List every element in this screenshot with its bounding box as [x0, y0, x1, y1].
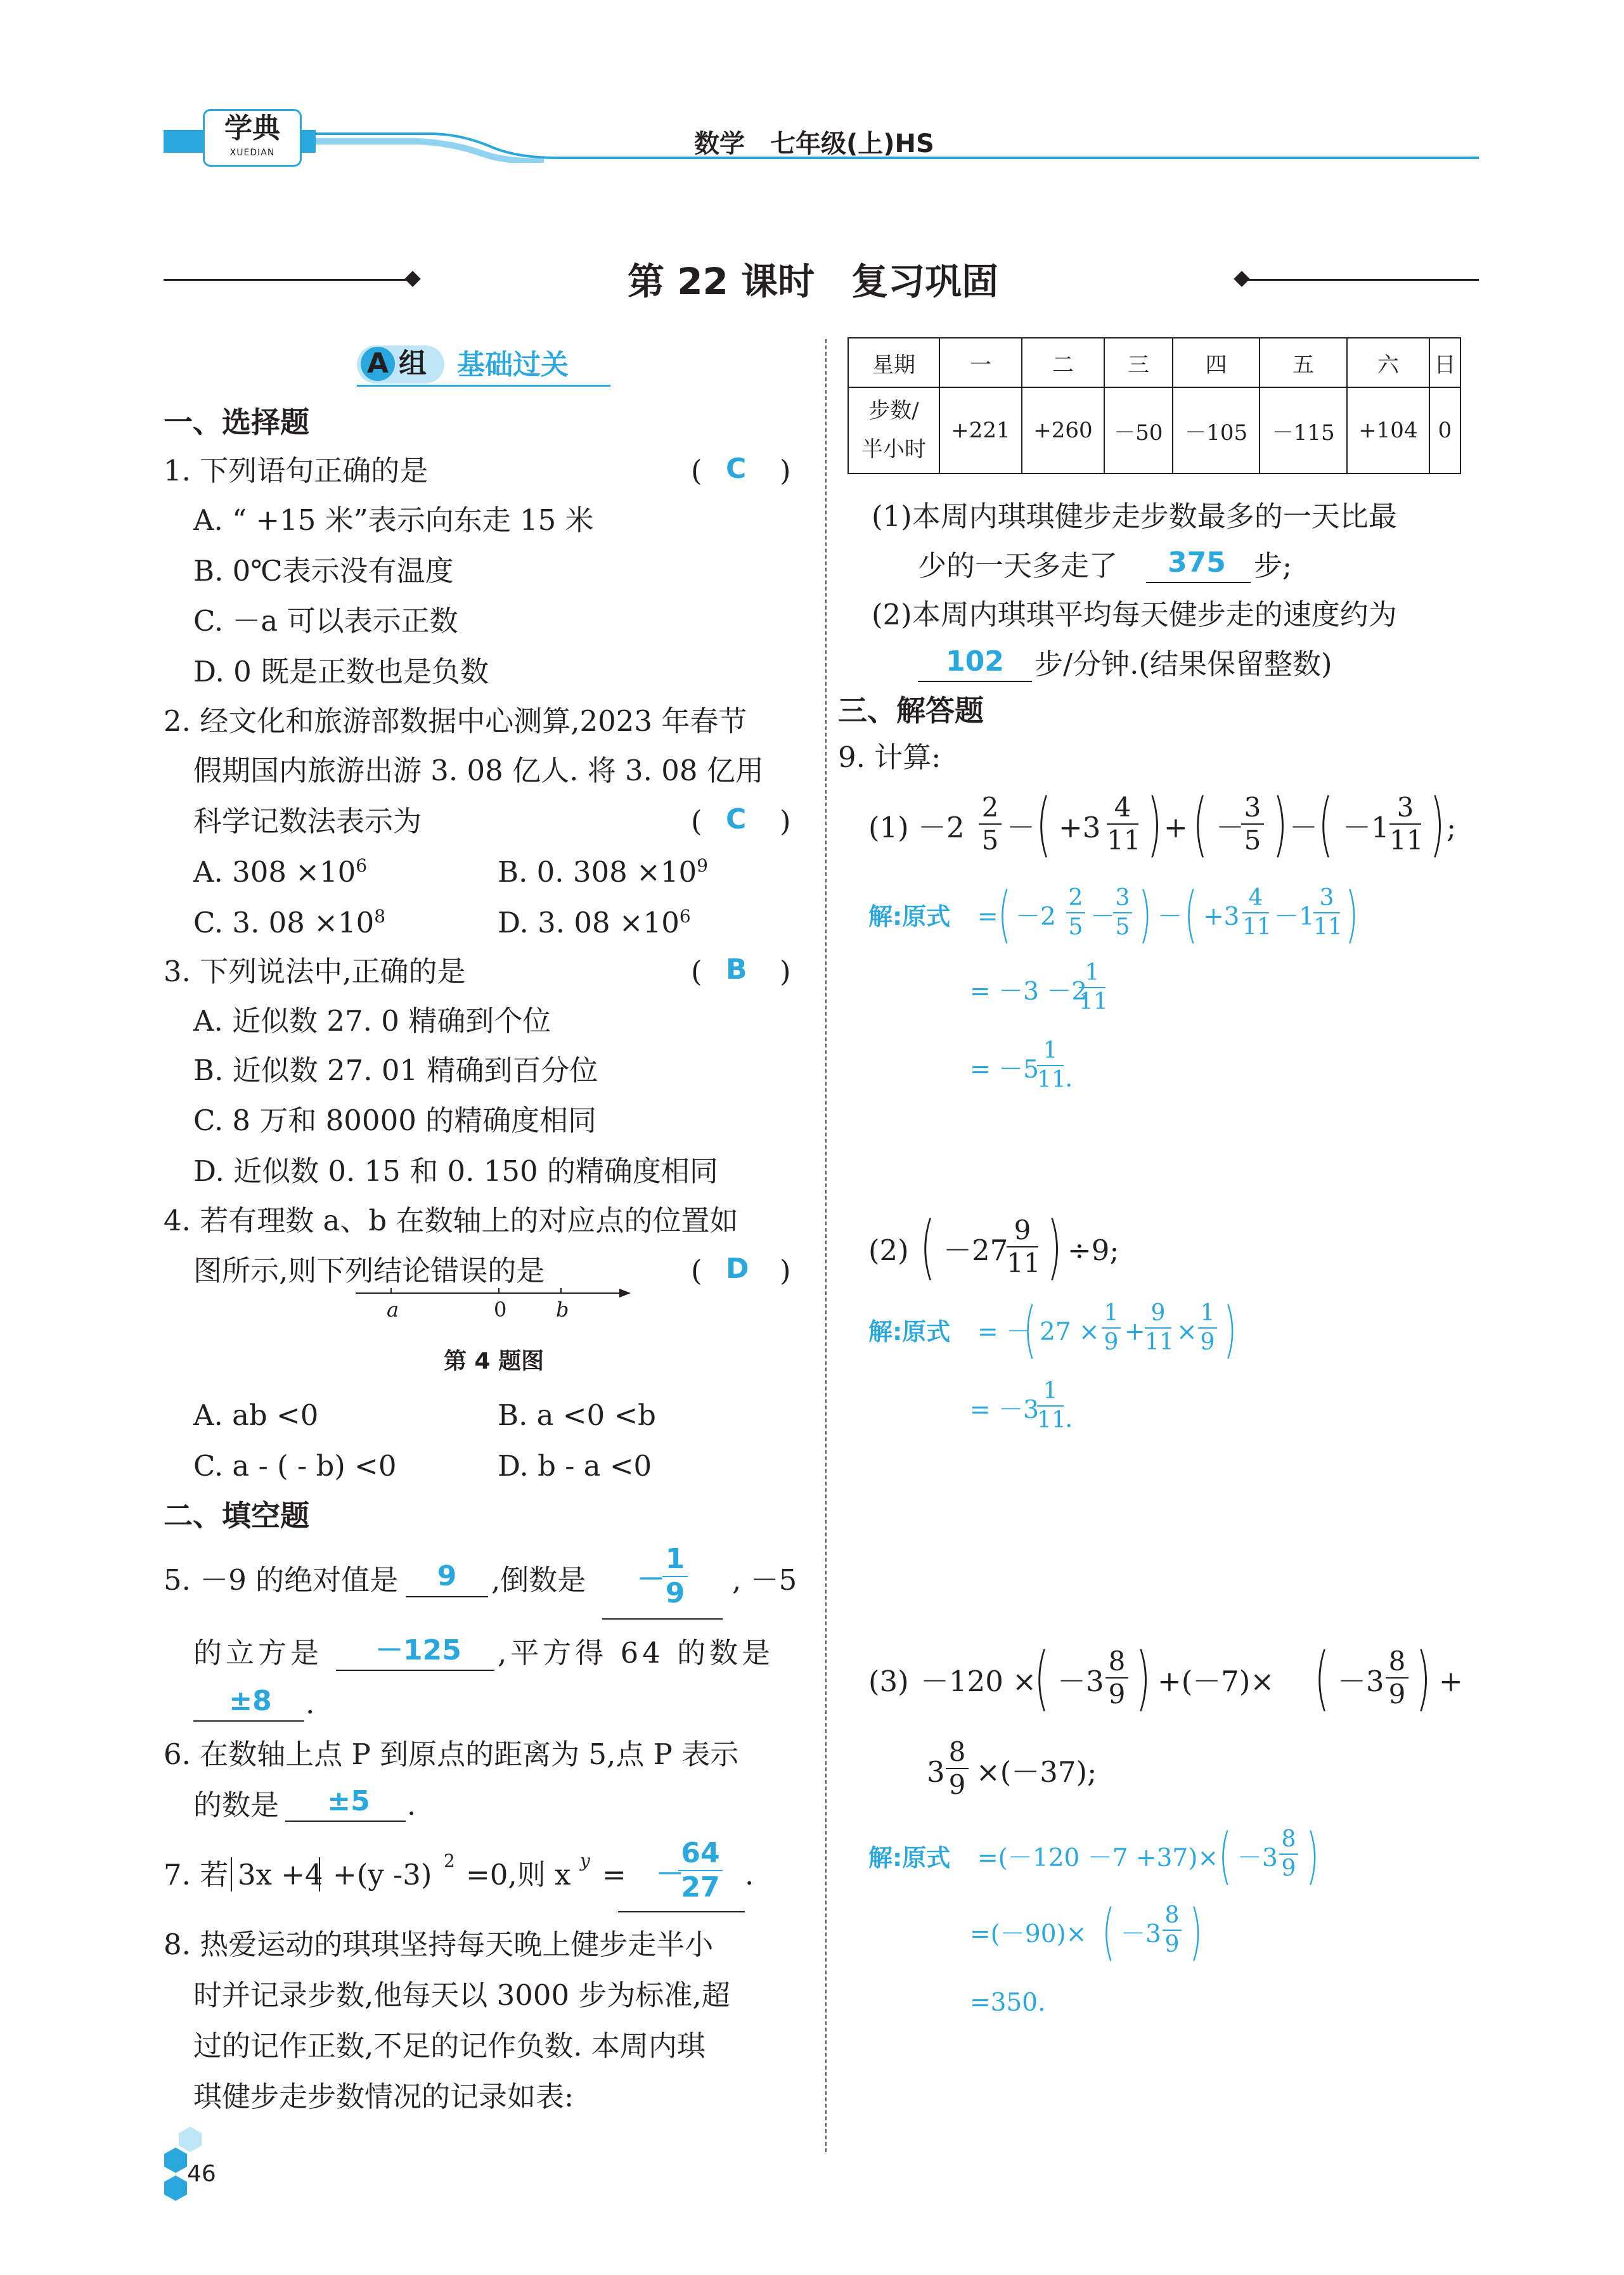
- q9p1-s1-a: －2: [1015, 903, 1056, 931]
- steps-table-row-label-1: 步数/: [868, 397, 919, 423]
- number-line-label-b: b: [556, 1298, 569, 1322]
- q9p3-f1-den: 9: [1108, 1679, 1126, 1710]
- q9-part2-solution-1: [868, 1294, 1312, 1365]
- q9p3-t2: －3: [1057, 1665, 1104, 1698]
- q2-option-b-exp: 9: [697, 855, 708, 876]
- q9p1-s1-f4-den: 11: [1313, 914, 1343, 940]
- q8-sub1-line-2b: 步;: [1254, 549, 1292, 583]
- q9p1-s3-f-den: 11: [1037, 1067, 1066, 1093]
- q8-sub2-blank: [918, 681, 1032, 682]
- q9p3-t1: －120 ×: [920, 1665, 1036, 1698]
- q8-sub1-line-1: (1)本周内琪琪健步走步数最多的一天比最: [872, 499, 1397, 533]
- q9p1-s3-end: .: [1065, 1064, 1073, 1093]
- q5-answer-abs: 9: [437, 1560, 457, 1592]
- q9-part3-solution-1: [868, 1821, 1376, 1892]
- q9p1-f4: [1389, 792, 1424, 856]
- q9p1-s1-f3-bar: [1242, 912, 1269, 913]
- q7-exp2: 2: [444, 1850, 455, 1871]
- q3-option-d: D. 近似数 0. 15 和 0. 150 的精确度相同: [193, 1154, 718, 1188]
- q9p1-s1-f1-num: 2: [1068, 885, 1083, 911]
- q2-paren-right: ): [780, 804, 791, 838]
- q9p2-s1-f3-num: 1: [1200, 1300, 1215, 1326]
- q9-part1-solution-1: [868, 879, 1439, 950]
- q2-option-c-exp: 8: [374, 906, 386, 927]
- q7-abs-bar-right: [319, 1857, 320, 1892]
- q2-line-2: 假期国内旅游出游 3. 08 亿人. 将 3. 08 亿用: [193, 754, 764, 787]
- q5-text-1: 5. －9 的绝对值是: [164, 1563, 399, 1597]
- q9p3-l2-f-num: 8: [948, 1736, 966, 1767]
- q9p2-f1-den: 11: [1007, 1247, 1041, 1279]
- steps-table-header-cell: 日: [1429, 338, 1460, 387]
- q9p3-l2-f: [946, 1736, 969, 1800]
- steps-table-value: －50: [1104, 387, 1173, 474]
- q9p1-t3: －: [1216, 811, 1245, 844]
- q9p1-s2-f-den: 11: [1079, 989, 1108, 1015]
- q9p1-s3: = －5: [970, 1055, 1039, 1084]
- q9p3-f1-num: 8: [1108, 1646, 1126, 1677]
- q7-pre: 7. 若: [164, 1858, 229, 1892]
- q9p1-s1-f1-den: 5: [1068, 914, 1083, 940]
- q9-part1-solution-2: [970, 960, 1160, 1017]
- q7-end: .: [745, 1858, 754, 1892]
- steps-table-data-row: [848, 387, 1460, 474]
- q9-part3-expression-line-1: [868, 1637, 1471, 1718]
- q3-paren-right: ): [780, 955, 791, 988]
- section-heading-choice: 一、选择题: [164, 405, 309, 439]
- q9p3-s2-f-bar: [1163, 1930, 1182, 1931]
- steps-table-header-cell: 五: [1260, 338, 1346, 387]
- q4-option-d: D. b - a <0: [498, 1449, 652, 1483]
- q9p3-s1-f-bar: [1279, 1853, 1298, 1855]
- q9p2-s1-f1-num: 1: [1104, 1300, 1119, 1326]
- q9p1-f2-num: 4: [1114, 792, 1131, 823]
- q9p3-s1-f-den: 9: [1281, 1855, 1296, 1881]
- header-subject: 数学 七年级(上)HS: [694, 129, 934, 158]
- q5-answer-sqrt: ±8: [229, 1685, 272, 1717]
- steps-table-header-cell: 六: [1347, 338, 1429, 387]
- q9p3-s2-f: [1163, 1904, 1182, 1956]
- page-title: 第 22 课时 复习巩固: [628, 260, 999, 303]
- steps-table-value: －105: [1173, 387, 1260, 474]
- q5-answer-reciprocal-den: 9: [665, 1577, 685, 1609]
- q9p1-s1-f2-den: 5: [1115, 914, 1130, 940]
- q1-answer: C: [726, 453, 747, 485]
- steps-table-value: +221: [939, 387, 1022, 474]
- q6-answer: ±5: [327, 1785, 370, 1817]
- q9p1-s1-paren: (: [1184, 879, 1198, 950]
- title-rule-left: [164, 279, 417, 281]
- q3-stem: 3. 下列说法中,正确的是: [164, 955, 466, 988]
- q4-option-c: C. a - ( - b) <0: [193, 1449, 397, 1483]
- q9p2-s2-f-bar: [1037, 1405, 1064, 1407]
- steps-table: [847, 337, 1461, 474]
- q6-blank: [285, 1821, 406, 1822]
- q9-part3-solution-2: [970, 1897, 1287, 1968]
- q9p3-paren: (: [1314, 1637, 1330, 1718]
- q5-text-2: ,倒数是: [491, 1563, 586, 1597]
- steps-table-value: －115: [1260, 387, 1346, 474]
- q9p2-s1-f1: [1102, 1302, 1121, 1354]
- q9p2-f1-num: 9: [1014, 1215, 1031, 1246]
- steps-table-value: +104: [1347, 387, 1429, 474]
- q2-option-a-text: A. 308 ×10: [193, 855, 356, 889]
- q7-exp-y: y: [580, 1850, 590, 1871]
- q9p1-s1-paren: (: [998, 879, 1012, 950]
- q9p1-s1-m: －: [1090, 903, 1116, 931]
- q9-part2-solution-2: [970, 1379, 1160, 1436]
- q1-option-d: D. 0 既是正数也是负数: [193, 655, 489, 688]
- q3-answer: B: [726, 953, 747, 986]
- group-badge-label: 组: [399, 347, 427, 380]
- q9p1-s1-c: －1: [1274, 903, 1315, 931]
- q9-part2-expression: [868, 1206, 1249, 1287]
- q9p2-f1: [1007, 1215, 1041, 1279]
- q2-option-d-exp: 6: [679, 906, 691, 927]
- q9p1-paren: ): [1429, 783, 1445, 865]
- q2-line-3: 科学记数法表示为: [193, 804, 422, 838]
- q9p1-f4-num: 3: [1396, 792, 1414, 823]
- q9p1-s1-op: －: [1157, 903, 1183, 931]
- q9p1-s1-f2-bar: [1113, 912, 1132, 913]
- q8-sub1-blank: [1146, 582, 1251, 583]
- q9p3-f1: [1105, 1648, 1128, 1708]
- q9p2-s1-f2-den: 11: [1145, 1329, 1174, 1355]
- q9p1-s1-eq: =: [977, 903, 998, 931]
- q9p3-f2-den: 9: [1388, 1679, 1406, 1710]
- q5-text-3: , －5: [732, 1563, 797, 1597]
- q2-option-d: [498, 908, 691, 937]
- number-line-label-zero: 0: [494, 1298, 507, 1322]
- q4-line-1: 4. 若有理数 a、b 在数轴上的对应点的位置如: [164, 1204, 738, 1237]
- q8-line-3: 过的记作正数,不足的记作负数. 本周内琪: [193, 2029, 706, 2063]
- steps-table-header-row: [848, 338, 1460, 387]
- logo: [203, 109, 302, 167]
- q9p1-f3: [1241, 794, 1264, 854]
- column-divider: [825, 339, 827, 2152]
- q9p1-s2-f-bar: [1079, 987, 1105, 988]
- q5-text-5: ,平方得 64 的数是: [498, 1636, 775, 1670]
- q2-option-b-text: B. 0. 308 ×10: [498, 855, 697, 889]
- q9p1-s3-f-num: 1: [1043, 1038, 1058, 1064]
- q9p2-s1-f2-bar: [1145, 1327, 1171, 1329]
- q9p2-s2-f-num: 1: [1043, 1378, 1058, 1404]
- q9p3-s1-paren: ): [1306, 1821, 1320, 1892]
- q9p1-s1-f2-num: 3: [1115, 885, 1130, 911]
- q9p1-paren: ): [1147, 783, 1163, 865]
- steps-table-value: +260: [1022, 387, 1104, 474]
- q5-text-6: .: [306, 1687, 315, 1720]
- q7-answer-sign: －: [656, 1858, 684, 1890]
- q6-end: .: [407, 1788, 416, 1822]
- logo-subtext: XUEDIAN: [229, 148, 275, 158]
- title-diamond-left: [404, 271, 420, 287]
- q9p1-f1-num: 2: [981, 792, 999, 823]
- q1-paren-right: ): [780, 454, 791, 487]
- q9p1-s1-paren: ): [1345, 879, 1359, 950]
- q9p3-s2: =(－90)×: [970, 1920, 1087, 1949]
- q7-abs-expr: 3x +4: [238, 1858, 323, 1892]
- q9p2-paren: ): [1047, 1206, 1062, 1287]
- q2-option-d-text: D. 3. 08 ×10: [498, 906, 680, 939]
- q9p3-l2-a: 3: [927, 1755, 945, 1789]
- q9p1-s1-f2: [1113, 887, 1132, 939]
- q9p1-num: (1): [868, 811, 909, 844]
- q3-option-b: B. 近似数 27. 01 精确到百分位: [193, 1054, 598, 1087]
- steps-table-header-cell: 一: [939, 338, 1022, 387]
- q9p2-s2-end: .: [1065, 1405, 1073, 1433]
- q9p2-s1-f2: [1145, 1300, 1174, 1355]
- q9p3-t5: +: [1439, 1665, 1463, 1698]
- q2-option-c-text: C. 3. 08 ×10: [193, 906, 375, 939]
- q9p2-s1-eq: = －: [977, 1318, 1031, 1346]
- q9p1-s1-f3-num: 4: [1248, 885, 1263, 911]
- q9p1-s2: = －3 －2: [970, 977, 1088, 1006]
- q9p1-s1-b: +3: [1203, 903, 1240, 931]
- q9p1-f3-den: 5: [1244, 825, 1261, 856]
- q9p1-s2-f: [1079, 960, 1108, 1015]
- q9p1-end: ;: [1447, 811, 1457, 844]
- q9p3-s2-paren: (: [1102, 1897, 1116, 1968]
- figure-caption-q4: 第 4 题图: [444, 1348, 545, 1374]
- q4-answer: D: [726, 1253, 749, 1285]
- q9p3-s1-t: －3: [1237, 1844, 1278, 1872]
- q9p2-s1-f3-den: 9: [1200, 1329, 1215, 1355]
- q2-option-a: [193, 855, 368, 889]
- q1-option-a: A. “ +15 米”表示向东走 15 米: [193, 503, 594, 537]
- title-rule-right: [1239, 279, 1479, 281]
- q9p3-paren: ): [1415, 1637, 1431, 1718]
- group-badge-underline: [357, 385, 610, 387]
- q9p1-paren: (: [1036, 783, 1052, 865]
- section-heading-fill: 二、填空题: [164, 1498, 309, 1533]
- q9p1-s2-f-num: 1: [1085, 960, 1100, 986]
- steps-table-row-label: [848, 387, 939, 474]
- steps-table-header-cell: 四: [1173, 338, 1260, 387]
- q9p2-s1-f3: [1198, 1302, 1217, 1354]
- q9-stem: 9. 计算:: [838, 740, 941, 774]
- q9p1-f2-den: 11: [1107, 825, 1141, 856]
- q2-option-b: [498, 855, 708, 889]
- q9p1-paren: (: [1192, 783, 1208, 865]
- q4-paren-left: (: [691, 1254, 702, 1287]
- q9p1-s3-f: [1037, 1040, 1064, 1092]
- q8-sub2-line-2b: 步/分钟.(结果保留整数): [1034, 647, 1332, 681]
- q9p3-paren: ): [1135, 1637, 1151, 1718]
- q9p3-f2: [1386, 1648, 1408, 1708]
- q9p2-s1-paren: (: [1023, 1294, 1037, 1365]
- q9p3-t4: －3: [1337, 1665, 1384, 1698]
- q9p1-s1-f4-bar: [1313, 912, 1340, 913]
- group-badge-title: 基础过关: [457, 349, 569, 381]
- q9p1-f4-den: 11: [1389, 825, 1424, 856]
- q9p3-s1-f: [1279, 1828, 1298, 1880]
- q8-line-4: 琪健步走步数情况的记录如表:: [193, 2080, 574, 2113]
- q7-answer-num: 64: [681, 1837, 720, 1869]
- q9-part1-solution-3: [970, 1038, 1160, 1095]
- q4-line-2: 图所示,则下列结论错误的是: [193, 1254, 545, 1287]
- q7-answer: [678, 1837, 723, 1904]
- q9p3-s1: =(－120 －7 +37)×: [977, 1844, 1219, 1872]
- q9p2-s1-b: +: [1125, 1318, 1145, 1346]
- q4-option-a: A. ab <0: [193, 1398, 319, 1432]
- q9p2-s2: = －3: [970, 1396, 1039, 1424]
- q9p2-s1-f1-bar: [1102, 1327, 1121, 1329]
- group-badge: [357, 345, 610, 390]
- q3-option-c: C. 8 万和 80000 的精确度相同: [193, 1104, 597, 1137]
- q4-paren-right: ): [780, 1254, 791, 1287]
- q9p1-t2: +3: [1059, 811, 1101, 844]
- steps-table-value: 0: [1429, 387, 1460, 474]
- q7-mid: +(y -3): [333, 1858, 432, 1892]
- q9p1-s1-f4-num: 3: [1319, 885, 1334, 911]
- q9p1-s1-f4: [1313, 885, 1343, 940]
- q9p1-f2: [1107, 792, 1141, 856]
- q9p2-end: ÷9;: [1067, 1234, 1119, 1267]
- steps-table-header-cell: 二: [1022, 338, 1104, 387]
- q3-option-a: A. 近似数 27. 0 精确到个位: [193, 1004, 551, 1038]
- q9-part3-solution-3: =350.: [970, 1988, 1046, 2017]
- q2-answer: C: [726, 803, 747, 835]
- q9p1-s1-paren: ): [1138, 879, 1152, 950]
- q9p2-s1-paren: ): [1223, 1294, 1237, 1365]
- q7-answer-den: 27: [681, 1871, 720, 1904]
- q2-option-c: [193, 908, 385, 937]
- q8-sub1-answer: 375: [1168, 546, 1226, 579]
- q9p2-num: (2): [868, 1234, 909, 1267]
- q9p2-sol-label: 解:原式: [868, 1318, 951, 1346]
- q9p3-paren: (: [1034, 1637, 1050, 1718]
- q2-option-a-exp: 6: [356, 855, 368, 876]
- q3-paren-left: (: [691, 955, 702, 988]
- steps-table-header-cell: 星期: [848, 338, 939, 387]
- q9p1-paren: ): [1272, 783, 1288, 865]
- number-line-label-a: a: [387, 1298, 399, 1322]
- q8-line-2: 时并记录步数,他每天以 3000 步为标准,超: [193, 1978, 730, 2012]
- q5-answer-reciprocal: [662, 1545, 688, 1608]
- q5-answer-reciprocal-sign: －: [637, 1563, 665, 1595]
- q9p1-t1: －2: [918, 811, 965, 844]
- q9p3-l2-f-den: 9: [948, 1769, 966, 1800]
- q5-blank-2: [602, 1618, 723, 1620]
- q9p2-paren: (: [920, 1206, 936, 1287]
- q7-blank: [618, 1911, 745, 1912]
- q9p3-num: (3): [868, 1665, 909, 1698]
- q9p1-s1-f3: [1242, 885, 1272, 940]
- q9p3-t3: +(－7)×: [1157, 1665, 1275, 1698]
- q5-answer-cube: －125: [375, 1634, 461, 1666]
- q6-line-1: 6. 在数轴上点 P 到原点的距离为 5,点 P 表示: [164, 1737, 739, 1771]
- q4-option-b: B. a <0 <b: [498, 1398, 656, 1432]
- q9-part1-expression: [868, 783, 1464, 865]
- page-number: 46: [187, 2161, 216, 2187]
- q9p2-s2-f-den: 11: [1037, 1407, 1066, 1433]
- q8-line-1: 8. 热爱运动的琪琪坚持每天晚上健步走半小: [164, 1928, 714, 1961]
- q2-paren-left: (: [691, 804, 702, 838]
- q9p2-s1-f2-num: 9: [1150, 1300, 1166, 1326]
- q9p3-f2-num: 8: [1388, 1646, 1406, 1677]
- q9p2-s1-c: ×: [1176, 1318, 1197, 1346]
- q9p1-f1: [979, 794, 1002, 854]
- group-badge-letter: A: [361, 347, 395, 381]
- q6-line-2: 的数是: [193, 1788, 280, 1822]
- q9p1-s1-f3-den: 11: [1242, 914, 1272, 940]
- q1-stem: 1. 下列语句正确的是: [164, 454, 429, 487]
- q1-option-c: C. －a 可以表示正数: [193, 604, 458, 638]
- q8-sub2-answer: 102: [946, 645, 1004, 678]
- q9p2-s1-f1-den: 9: [1104, 1329, 1119, 1355]
- q9p1-s3-f-bar: [1037, 1065, 1064, 1066]
- q7-post: =0,则 x: [466, 1858, 571, 1892]
- q7-eq: =: [602, 1858, 626, 1892]
- q5-blank-3: [336, 1670, 494, 1671]
- q5-blank-1: [406, 1596, 488, 1597]
- q9p1-f3-num: 3: [1244, 792, 1261, 823]
- q7-abs-bar-left: [231, 1857, 232, 1892]
- q5-text-4: 的立方是: [193, 1636, 323, 1670]
- q9p3-s2-paren: ): [1189, 1897, 1203, 1968]
- q5-answer-reciprocal-num: 1: [665, 1543, 685, 1575]
- q2-line-1: 2. 经文化和旅游部数据中心测算,2023 年春节: [164, 704, 747, 738]
- q9p3-s2-t: －3: [1121, 1920, 1161, 1949]
- q9-part3-expression-line-2: [927, 1734, 1180, 1803]
- q9p1-op2: +: [1164, 811, 1188, 844]
- q9p1-sol-label: 解:原式: [868, 903, 951, 931]
- q9p1-f1-den: 5: [981, 825, 999, 856]
- q9p3-s1-f-num: 8: [1281, 1826, 1296, 1852]
- q1-paren-left: (: [691, 454, 702, 487]
- q8-sub2-line-1: (2)本周内琪琪平均每天健步走的速度约为: [872, 598, 1397, 631]
- q9p1-s1-f1: [1066, 887, 1085, 939]
- q9p3-l2-b: ×(－37);: [976, 1755, 1097, 1789]
- q9p3-s2-f-den: 9: [1164, 1931, 1180, 1957]
- q5-blank-4: [193, 1720, 304, 1722]
- q9p3-s2-f-num: 8: [1164, 1902, 1180, 1928]
- q8-sub1-line-2a: 少的一天多走了: [918, 549, 1118, 583]
- q9p1-t4: －1: [1343, 811, 1389, 844]
- q9p1-s1-f1-bar: [1066, 912, 1085, 913]
- q9p2-t1: －27: [943, 1234, 1009, 1267]
- q9p1-op3: －: [1289, 811, 1318, 844]
- q9p3-s1-paren: (: [1218, 1821, 1232, 1892]
- q9p2-s1-a: 27 ×: [1040, 1318, 1100, 1346]
- q9p1-paren: (: [1318, 783, 1334, 865]
- q1-option-b: B. 0℃表示没有温度: [193, 554, 454, 588]
- steps-table-row-label-2: 半小时: [861, 437, 926, 462]
- steps-table-header-cell: 三: [1104, 338, 1173, 387]
- section-heading-solve: 三、解答题: [838, 693, 984, 728]
- q9p3-sol-label: 解:原式: [868, 1844, 951, 1872]
- q9p2-s2-f: [1037, 1380, 1064, 1432]
- logo-text: 学典: [224, 112, 280, 145]
- q9p1-op1: －: [1007, 811, 1036, 844]
- q9p2-s1-f3-bar: [1198, 1327, 1217, 1329]
